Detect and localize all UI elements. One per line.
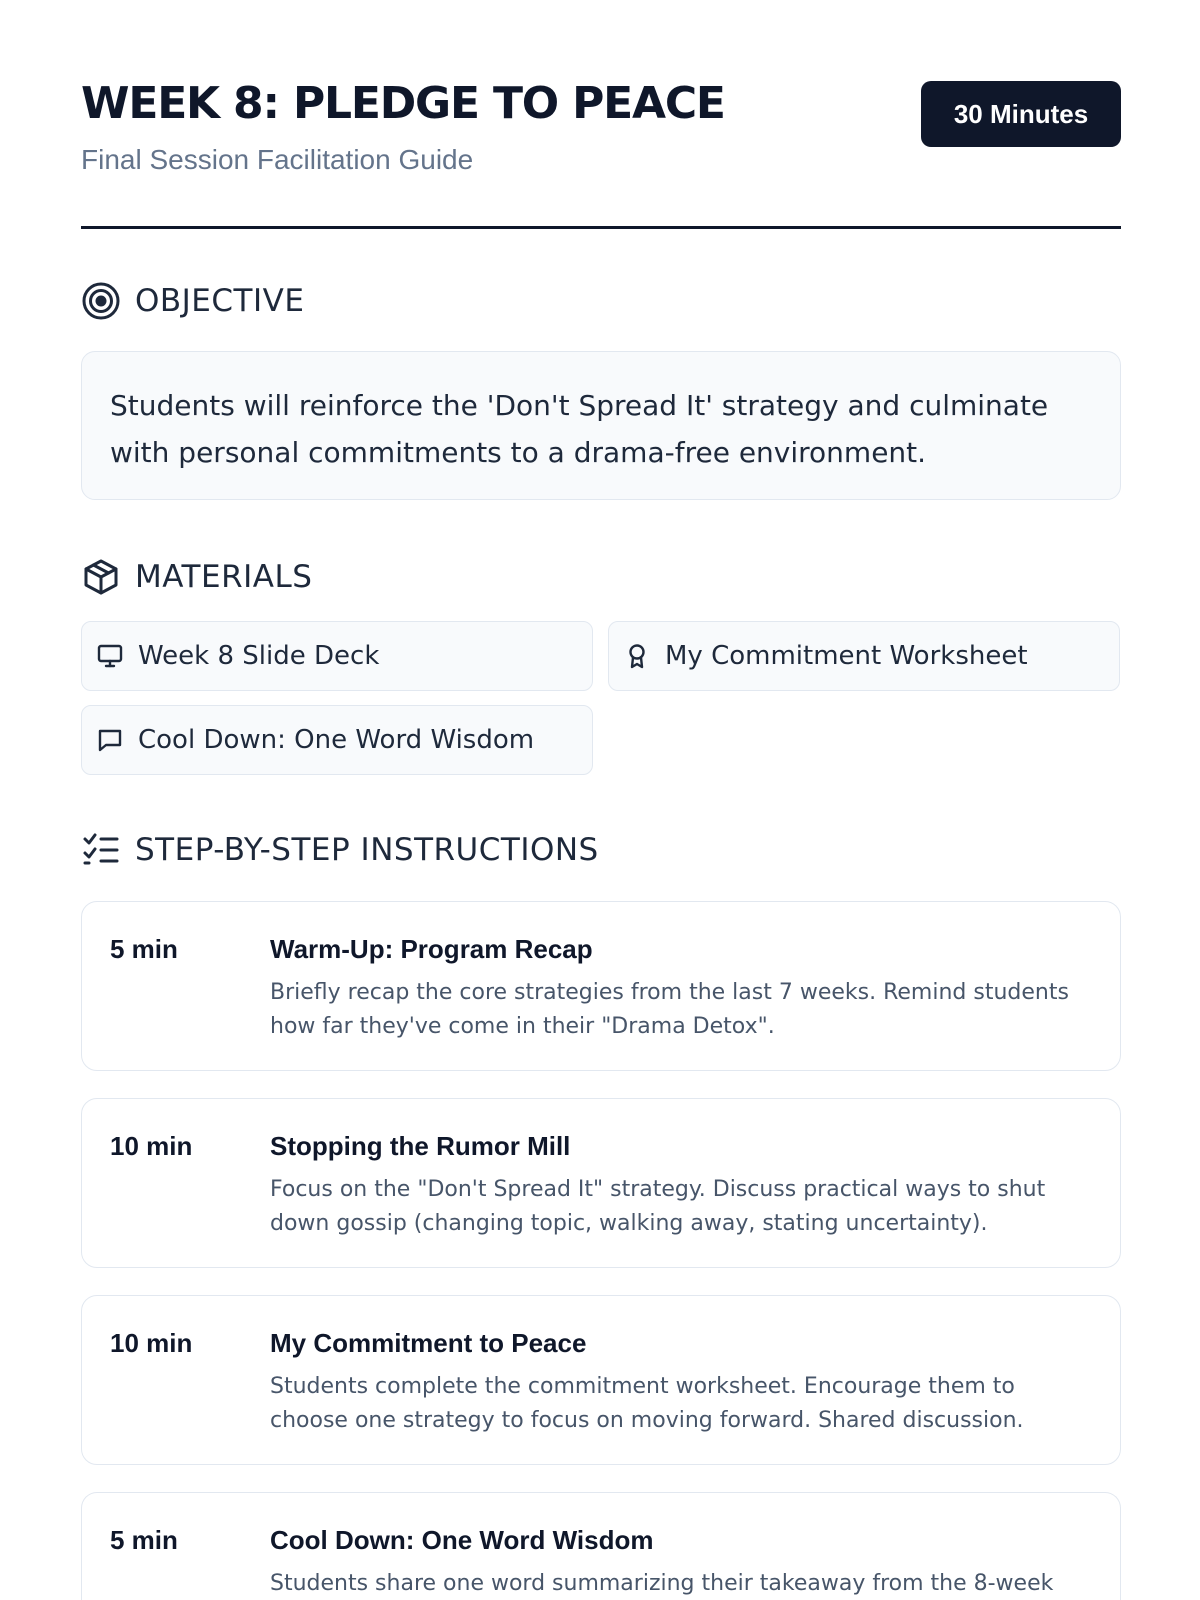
message-icon xyxy=(96,726,124,754)
material-item-commitment-worksheet xyxy=(608,621,1120,691)
step-card xyxy=(81,1295,1121,1465)
page-subtitle: Final Session Facilitation Guide xyxy=(81,144,474,175)
material-item-label: Cool Down: One Word Wisdom xyxy=(138,725,535,755)
step-title: Warm-Up: Program Recap xyxy=(270,934,593,964)
page-title: WEEK 8: PLEDGE TO PEACE xyxy=(81,78,725,129)
step-time: 10 min xyxy=(110,1131,193,1161)
checklist-icon xyxy=(81,830,121,870)
step-time: 10 min xyxy=(110,1328,193,1358)
target-icon xyxy=(81,281,121,321)
objective-heading-label: OBJECTIVE xyxy=(135,283,305,319)
objective-heading xyxy=(81,281,304,321)
step-card xyxy=(81,901,1121,1071)
step-time: 5 min xyxy=(110,1525,178,1555)
step-description: Students share one word summarizing their takeaway from the 8-week xyxy=(270,1571,1054,1596)
monitor-icon xyxy=(96,642,124,670)
step-title: My Commitment to Peace xyxy=(270,1328,587,1358)
step-title: Stopping the Rumor Mill xyxy=(270,1131,571,1161)
instructions-heading-label: STEP-BY-STEP INSTRUCTIONS xyxy=(135,832,599,868)
objective-text: Students will reinforce the 'Don't Spread It' strategy and culminate with personal commitments to a drama-free environment. xyxy=(81,351,1121,500)
material-item-label: Week 8 Slide Deck xyxy=(138,641,380,671)
step-title: Cool Down: One Word Wisdom xyxy=(270,1525,654,1555)
material-item-slide-deck xyxy=(81,621,593,691)
duration-badge: 30 Minutes xyxy=(921,81,1121,147)
step-card xyxy=(81,1098,1121,1268)
page-header xyxy=(81,78,1121,178)
step-description: Students complete the commitment worksheet. Encourage them to choose one strategy to focus on moving forward. Shared discussion. xyxy=(270,1374,1024,1433)
materials-heading-label: MATERIALS xyxy=(135,559,313,595)
materials-heading xyxy=(81,557,312,597)
package-icon xyxy=(81,557,121,597)
instructions-heading xyxy=(81,830,599,870)
step-time: 5 min xyxy=(110,934,178,964)
step-description: Briefly recap the core strategies from the last 7 weeks. Remind students how far they've come in their "Drama Detox". xyxy=(270,980,1069,1039)
award-icon xyxy=(623,642,651,670)
header-divider xyxy=(81,226,1121,229)
material-item-cool-down xyxy=(81,705,593,775)
material-item-label: My Commitment Worksheet xyxy=(665,641,1028,671)
step-card xyxy=(81,1492,1121,1600)
step-description: Focus on the "Don't Spread It" strategy. Discuss practical ways to shut down gossip (changing topic, walking away, stating uncertainty). xyxy=(270,1177,1046,1236)
